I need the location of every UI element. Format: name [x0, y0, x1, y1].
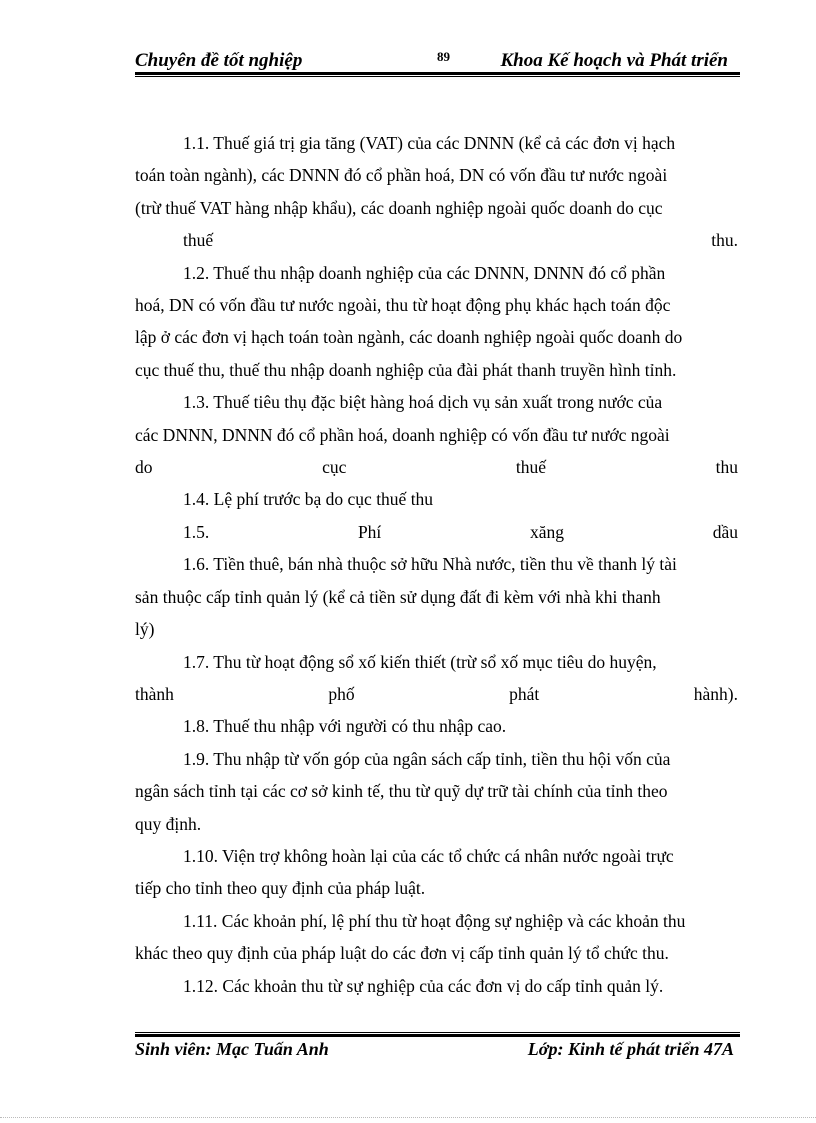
- header-title: Chuyên đề tốt nghiệp: [135, 50, 303, 71]
- text-line: 1.7. Thu từ hoạt động sổ xố kiến thiết (trừ sổ xố mục tiêu do huyện,: [183, 651, 657, 672]
- text-line: lý): [135, 619, 155, 640]
- word: do: [135, 457, 153, 478]
- footer-rule-thin: [135, 1032, 740, 1033]
- text-line: 1.3. Thuế tiêu thụ đặc biệt hàng hoá dịch vụ sản xuất trong nước của: [183, 392, 663, 413]
- text-line: lập ở các đơn vị hạch toán toàn ngành, các doanh nghiệp ngoài quốc doanh do: [135, 327, 683, 348]
- footer-student: Sinh viên: Mạc Tuấn Anh: [135, 1039, 329, 1059]
- text-line: 1.11. Các khoản phí, lệ phí thu từ hoạt động sự nghiệp và các khoản thu: [183, 910, 686, 931]
- page-header: [135, 46, 740, 74]
- word: thuế: [515, 457, 547, 478]
- footer-class: Lớp: Kinh tế phát triển 47A: [527, 1039, 734, 1059]
- word: dầu: [712, 521, 738, 542]
- word: cục: [322, 457, 347, 478]
- header-faculty: Khoa Kế hoạch và Phát triển: [500, 50, 728, 71]
- text-line: 1.4. Lệ phí trước bạ do cục thuế thu: [183, 489, 434, 510]
- text-line: hoá, DN có vốn đầu tư nước ngoài, thu từ hoạt động phụ khác hạch toán độc: [135, 295, 671, 316]
- text-line-justified: [135, 451, 738, 483]
- text-line: các DNNN, DNNN đó cổ phần hoá, doanh nghiệp có vốn đầu tư nước ngoài: [135, 424, 670, 445]
- page-edge-dotted-line: [0, 1117, 816, 1118]
- word: thu.: [711, 230, 738, 251]
- text-line: sản thuộc cấp tỉnh quản lý (kể cả tiền sử dụng đất đi kèm với nhà khi thanh: [135, 586, 661, 607]
- word: hành).: [693, 683, 738, 704]
- text-line-justified: [135, 224, 738, 256]
- word: thuế: [183, 230, 214, 251]
- text-line-justified: [135, 516, 738, 548]
- header-rule-thick: [135, 72, 740, 75]
- text-line: toán toàn ngành), các DNNN đó cổ phần hoá, DN có vốn đầu tư nước ngoài: [135, 165, 668, 186]
- text-line: 1.12. Các khoản thu từ sự nghiệp của các đơn vị do cấp tỉnh quản lý.: [183, 975, 664, 996]
- word: phát: [509, 683, 540, 704]
- document-body: [135, 127, 738, 1002]
- text-line: quy định.: [135, 813, 202, 834]
- text-line: khác theo quy định của pháp luật do các đơn vị cấp tỉnh quản lý tổ chức thu.: [135, 943, 669, 964]
- text-line-justified: [135, 678, 738, 710]
- word: phố: [328, 683, 355, 704]
- page-footer: [135, 1036, 740, 1064]
- text-line: 1.8. Thuế thu nhập với người có thu nhập cao.: [183, 716, 507, 737]
- word: Phí: [357, 521, 382, 542]
- text-line: 1.1. Thuế giá trị gia tăng (VAT) của các DNNN (kể cả các đơn vị hạch: [183, 133, 676, 153]
- text-line: tiếp cho tỉnh theo quy định của pháp luật.: [135, 878, 426, 899]
- header-rule-thin: [135, 76, 740, 77]
- word: thu: [715, 457, 738, 478]
- word: xăng: [529, 521, 565, 542]
- text-line: (trừ thuế VAT hàng nhập khẩu), các doanh nghiệp ngoài quốc doanh do cục: [135, 197, 663, 218]
- word: 1.5.: [183, 521, 210, 542]
- text-line: ngân sách tỉnh tại các cơ sở kinh tế, thu từ quỹ dự trữ tài chính của tỉnh theo: [135, 781, 668, 802]
- text-line: cục thuế thu, thuế thu nhập doanh nghiệp của đài phát thanh truyền hình tỉnh.: [135, 359, 677, 380]
- text-line: 1.10. Viện trợ không hoàn lại của các tổ chức cá nhân nước ngoài trực: [183, 845, 674, 866]
- text-line: 1.2. Thuế thu nhập doanh nghiệp của các DNNN, DNNN đó cổ phần: [183, 262, 666, 283]
- page-number: 89: [437, 49, 450, 64]
- word: thành: [135, 683, 174, 704]
- text-line: 1.6. Tiền thuê, bán nhà thuộc sở hữu Nhà nước, tiền thu về thanh lý tài: [183, 554, 677, 575]
- text-line: 1.9. Thu nhập từ vốn góp của ngân sách cấp tỉnh, tiền thu hội vốn của: [183, 748, 671, 769]
